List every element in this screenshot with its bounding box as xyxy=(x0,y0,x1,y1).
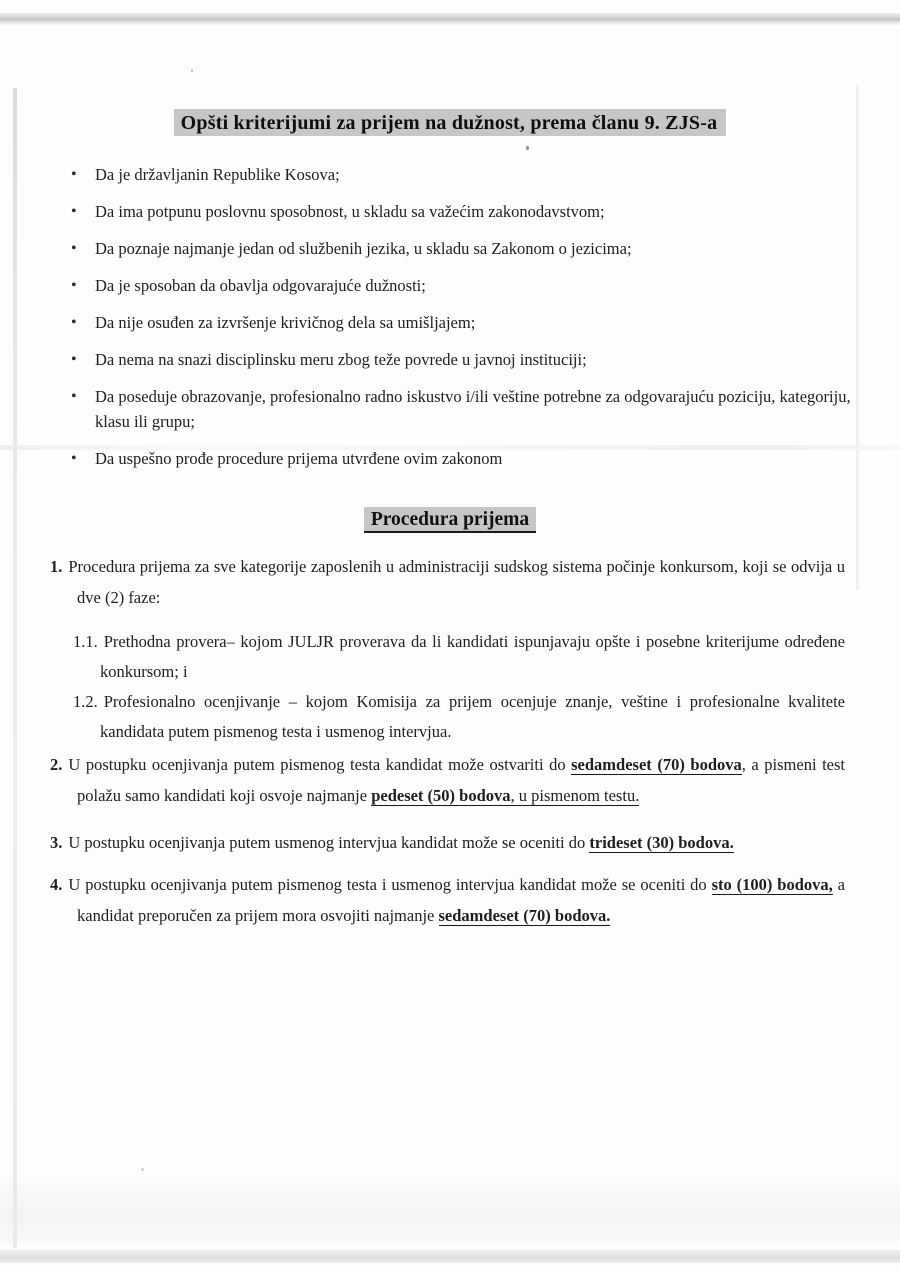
criteria-item: • Da uspešno prođe procedure prijema utvrđene ovim zakonom xyxy=(95,446,842,471)
procedure-item-number: 1. xyxy=(50,557,63,576)
criteria-item: • Da ima potpunu poslovnu sposobnost, u skladu sa važećim zakonodavstvom; xyxy=(95,199,842,224)
emphasized-phrase: sedamdeset (70) bodova xyxy=(571,755,742,774)
section-heading-highlight: Procedura prijema xyxy=(364,507,536,533)
procedure-item-text: U postupku ocenjivanja putem pismenog testa i usmenog intervjua kandidat može se oceniti do xyxy=(68,875,712,894)
emphasized-phrase: sedamdeset (70) bodova. xyxy=(438,906,611,925)
procedure-item-text: U postupku ocenjivanja putem pismenog testa kandidat može ostvariti do xyxy=(68,755,572,774)
criteria-item: • Da nema na snazi disciplinsku meru zbog teže povrede u javnoj instituciji; xyxy=(95,347,842,372)
procedure-item xyxy=(0,687,845,747)
procedure-item-number: 2. xyxy=(50,755,63,774)
criteria-item: • Da poseduje obrazovanje, profesionalno radno iskustvo i/ili veštine potrebne za odgovarajuću poziciju, kategoriju, klasu ili grupu; xyxy=(95,384,856,434)
scan-speck xyxy=(141,1168,144,1171)
procedure-item-number: 1.2. xyxy=(73,692,98,711)
criteria-item: • Da je sposoban da obavlja odgovarajuće dužnosti; xyxy=(95,273,842,298)
procedure-numbered-list xyxy=(0,551,845,931)
scan-artifact-smudge xyxy=(0,1174,900,1244)
emphasized-phrase: , u pismenom testu. xyxy=(510,786,640,805)
procedure-item-number: 3. xyxy=(50,833,63,852)
procedure-item-number: 4. xyxy=(50,875,63,894)
procedure-item xyxy=(0,627,845,687)
procedure-item xyxy=(0,749,845,811)
criteria-item: • Da poznaje najmanje jedan od službenih jezika, u skladu sa Zakonom o jezicima; xyxy=(95,236,842,261)
procedure-item-text: U postupku ocenjivanja putem usmenog intervjua kandidat može se oceniti do xyxy=(68,833,590,852)
procedure-item xyxy=(0,869,845,931)
document-title-highlight: Opšti kriterijumi za prijem na dužnost, prema članu 9. ZJS-a xyxy=(174,109,727,136)
emphasized-phrase: sto (100) bodova, xyxy=(711,875,833,894)
emphasized-phrase: trideset (30) bodova. xyxy=(589,833,734,852)
criteria-item: • Da je državljanin Republike Kosova; xyxy=(95,162,842,187)
procedure-item-text: a kandidat preporučen za prijem mora osvojiti najmanje xyxy=(77,875,846,925)
criteria-bullet-list xyxy=(0,162,851,471)
procedure-item-text: Prethodna provera– kojom JULJR proverava da li kandidati ispunjavaju opšte i posebne kriterijume određene konkursom; i xyxy=(100,632,845,681)
procedure-item xyxy=(0,551,845,613)
criteria-item: • Da nije osuđen za izvršenje krivičnog dela sa umišljajem; xyxy=(95,310,842,335)
procedure-item-text: Procedura prijema za sve kategorije zaposlenih u administraciji sudskog sistema počinje konkursom, koji se odvija u dve (2) faze: xyxy=(68,557,845,607)
emphasized-phrase: pedeset (50) bodova xyxy=(371,786,511,805)
procedure-item-text: , a pismeni test polažu samo kandidati koji osvoje najmanje xyxy=(77,755,846,805)
procedure-item-number: 1.1. xyxy=(73,632,98,651)
procedure-item xyxy=(0,827,845,858)
procedure-item-text: Profesionalno ocenjivanje – kojom Komisija za prijem ocenjuje znanje, veštine i profesionalne kvalitete kandidata putem pismenog testa i usmenog intervjua. xyxy=(100,692,845,741)
scan-artifact-bottom-edge xyxy=(0,1249,900,1263)
document-title xyxy=(0,0,900,135)
section-heading xyxy=(0,509,900,531)
